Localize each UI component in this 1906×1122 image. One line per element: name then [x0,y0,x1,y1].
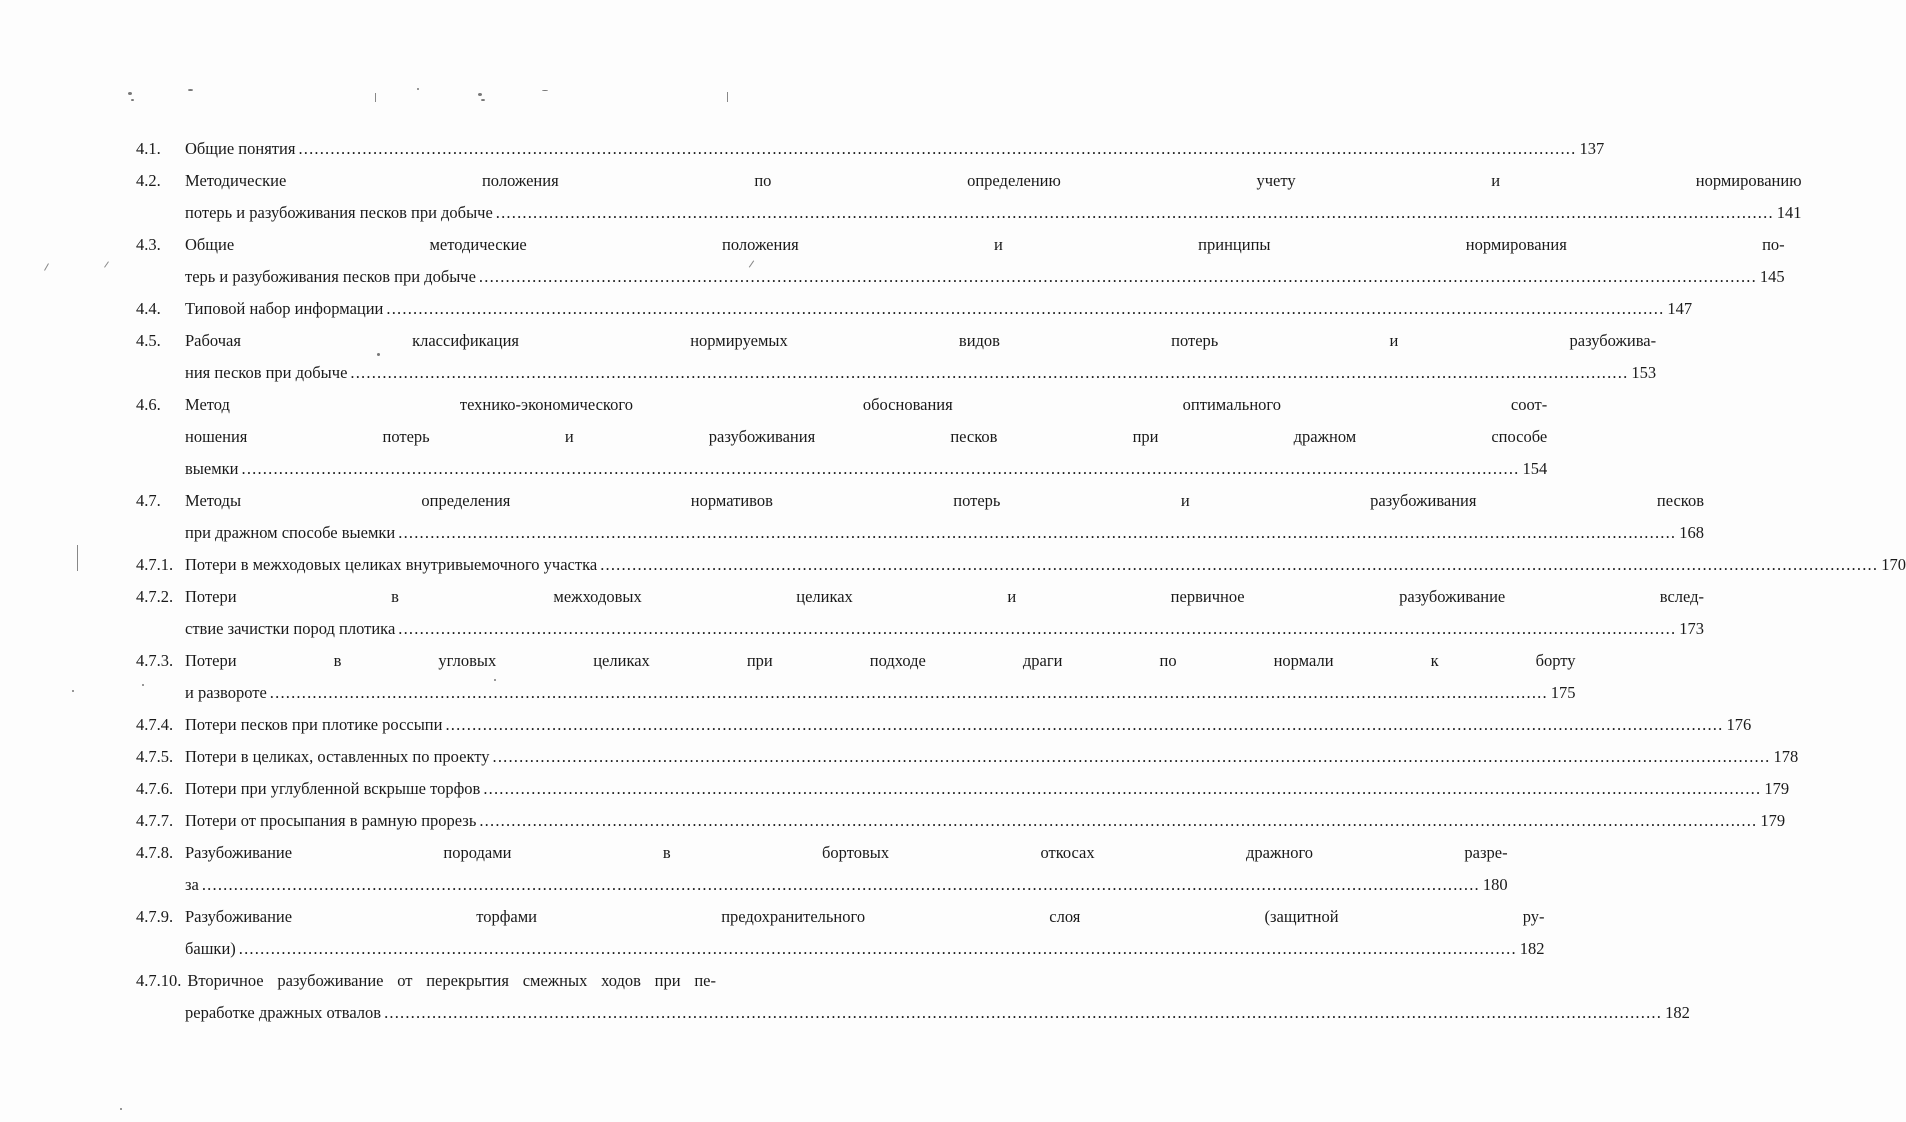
toc-entry-title: ношения потерь и разубоживания песков при дражном способе [185,427,1548,446]
toc-entry-body [185,581,1704,645]
toc-entry-line [185,517,1704,549]
toc-entry-title: башки) [185,939,236,958]
toc-entry-body [185,325,1656,389]
toc-entry-title: при дражном способе выемки [185,523,396,542]
toc-entry-title: Рабочая классификация нормируемых видов потерь и разубожива- [185,331,1657,350]
toc-entry-body [185,805,1785,837]
toc-entry-page: 182 [1519,939,1545,958]
toc-entry-number: 4.7.3. [136,651,174,670]
dot-leader [270,677,1548,709]
toc-entry-body [185,901,1545,965]
toc-entry-number: 4.7.1. [136,555,174,574]
toc-entry-number: 4.7. [136,491,161,510]
scan-speck [128,92,132,95]
toc-entry-line [185,741,1798,773]
toc-entry-body [185,389,1547,485]
toc-entry-page: 147 [1667,299,1693,318]
toc-entry-line [136,997,1690,1029]
toc-entry-page: 178 [1773,747,1799,766]
toc-entry-title: потерь и разубоживания песков при добыче [185,203,493,222]
toc-entry-page: 180 [1482,875,1508,894]
toc-entry-line [185,133,1604,165]
toc-entry-page: 175 [1550,683,1576,702]
toc-entry-title: Потери песков при плотике россыпи [185,715,443,734]
scan-speck [72,690,74,692]
toc-entry-title: Вторичное разубоживание от перекрытия смежных ходов при пе- [187,971,716,990]
dot-leader [202,869,1480,901]
toc-entry-title: за [185,875,199,894]
toc-entry-page: 176 [1726,715,1752,734]
dot-leader [350,357,1628,389]
toc-entry-line [185,677,1576,709]
toc-entry-title: Разубоживание торфами предохранительного слоя (защитной ру- [185,907,1545,926]
table-of-contents [136,133,1906,1029]
toc-entry [136,773,1790,805]
toc-entry [136,325,1657,389]
toc-entry-line [185,197,1802,229]
toc-entry-title: реработке дражных отвалов [185,1003,382,1022]
toc-entry-line [185,773,1789,805]
scan-mark [44,263,49,270]
scan-speck [417,88,419,90]
toc-entry-body [185,293,1692,325]
toc-entry-page: 173 [1679,619,1705,638]
toc-entry [136,901,1545,965]
toc-entry-title: ния песков при добыче [185,363,348,382]
toc-entry-title: Потери в межходовых целиках внутривыемочного участка [185,555,598,574]
toc-entry-title: Методы определения нормативов потерь и разубоживания песков [185,491,1704,510]
scan-speck [188,89,193,91]
toc-entry-title: Потери в целиках, оставленных по проекту [185,747,490,766]
dot-leader [445,709,1723,741]
toc-entry-title: Потери от просыпания в рамную прорезь [185,811,477,830]
toc-entry-page: 145 [1759,267,1785,286]
toc-entry-number: 4.7.2. [136,587,174,606]
toc-entry-page: 153 [1631,363,1657,382]
toc-entry-title: Потери в межходовых целиках и первичное разубоживание вслед- [185,587,1705,606]
toc-entry-line [185,933,1545,965]
toc-entry-body [185,645,1576,709]
toc-entry [136,837,1508,901]
toc-entry [136,805,1786,837]
dot-leader [298,133,1576,165]
toc-entry-number: 4.7.10. [136,971,182,990]
toc-entry-number: 4.7.4. [136,715,174,734]
toc-entry-title: Методические положения по определению учету и нормированию [185,171,1802,190]
toc-entry-number: 4.1. [136,139,161,158]
toc-entry [136,293,1693,325]
toc-entry-number: 4.7.5. [136,747,174,766]
scan-speck [542,90,548,91]
dot-leader [384,997,1662,1029]
dot-leader [398,517,1676,549]
toc-entry-title: Потери в угловых целиках при подходе драги по нормали к борту [185,651,1576,670]
dot-leader [493,741,1771,773]
toc-entry-page: 179 [1764,779,1790,798]
toc-entry-line [185,805,1785,837]
toc-entry-title: терь и разубоживания песков при добыче [185,267,476,286]
scan-mark [104,261,109,267]
toc-entry-title: Общие методические положения и принципы нормирования по- [185,235,1785,254]
toc-entry-line [185,357,1656,389]
dot-leader [600,549,1878,581]
toc-entry [136,709,1752,741]
toc-entry [136,549,1906,581]
dot-leader [398,613,1676,645]
toc-entry-number: 4.4. [136,299,161,318]
toc-entry-title: Типовой набор информации [185,299,384,318]
toc-entry-line [185,613,1704,645]
toc-entry-number: 4.5. [136,331,161,350]
toc-entry [136,485,1704,549]
toc-entry-title: Метод технико-экономического обоснования оптимального соот- [185,395,1548,414]
dot-leader [496,197,1774,229]
dot-leader [239,933,1517,965]
toc-entry-line [185,549,1906,581]
scan-speck [481,99,485,101]
toc-entry-line [185,261,1785,293]
toc-entry-line [185,709,1751,741]
toc-entry-body [185,741,1798,773]
dot-leader [242,453,1520,485]
scan-speck [478,93,482,96]
toc-entry-line [185,293,1692,325]
toc-entry-page: 137 [1579,139,1605,158]
toc-entry-body [185,165,1802,229]
toc-entry [136,229,1785,293]
dot-leader [483,773,1761,805]
toc-entry-body [185,709,1751,741]
toc-entry-title: выемки [185,459,239,478]
toc-entry-number: 4.6. [136,395,161,414]
scan-mark [375,93,376,102]
toc-entry [136,645,1576,709]
toc-entry-title: Потери при углубленной вскрыше торфов [185,779,481,798]
toc-entry-page: 168 [1679,523,1704,542]
toc-entry-number: 4.2. [136,171,161,190]
scan-mark [727,92,728,102]
toc-entry-body [185,229,1785,293]
toc-entry-number: 4.7.7. [136,811,174,830]
toc-entry-title: ствие зачистки пород плотика [185,619,396,638]
toc-entry-number: 4.7.8. [136,843,174,862]
toc-entry-number: 4.7.9. [136,907,174,926]
toc-entry [136,389,1548,485]
toc-entry [136,165,1802,229]
toc-entry-body [185,485,1704,549]
toc-entry-number: 4.7.6. [136,779,174,798]
toc-entry [136,741,1799,773]
toc-entry-body [185,133,1604,165]
toc-entry-body [185,773,1789,805]
toc-entry-page: 154 [1522,459,1548,478]
toc-entry-title: Общие понятия [185,139,296,158]
toc-entry-body [185,837,1508,901]
toc-entry-page: 141 [1776,203,1802,222]
scan-mark [77,545,78,571]
dot-leader [386,293,1664,325]
toc-entry-line [185,453,1547,485]
toc-entry-page: 179 [1760,811,1786,830]
toc-entry-line [185,869,1508,901]
toc-entry-page: 170 [1881,555,1906,574]
toc-entry [136,133,1605,165]
dot-leader [479,261,1757,293]
toc-entry [136,965,1690,1029]
toc-entry-body [185,549,1906,581]
scan-speck [120,1108,122,1110]
scan-speck [131,99,134,101]
toc-entry-number: 4.3. [136,235,161,254]
toc-entry-page: 182 [1665,1003,1690,1022]
toc-entry-title: и развороте [185,683,267,702]
toc-entry-first-line [136,965,716,997]
toc-entry [136,581,1705,645]
toc-entry-title: Разубоживание породами в бортовых откосах дражного разре- [185,843,1508,862]
dot-leader [479,805,1757,837]
